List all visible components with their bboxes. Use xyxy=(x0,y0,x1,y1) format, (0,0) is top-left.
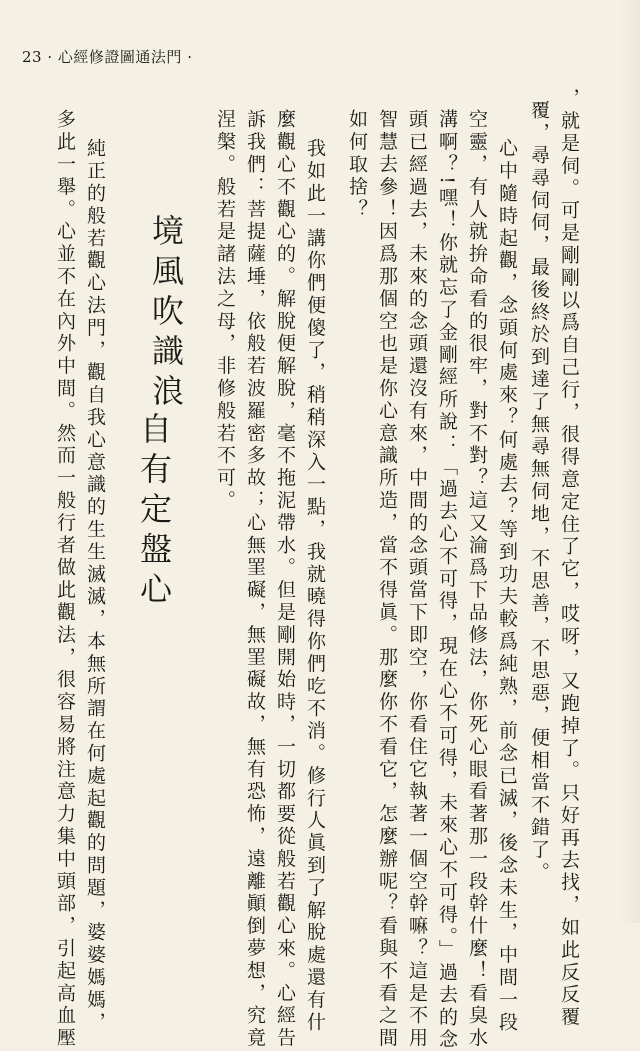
text-column: 純正的般若觀心法門，觀自我心意識的生生滅滅，本無所謂在何處起觀的問題，婆婆媽媽， xyxy=(84,138,106,1034)
text-column: 訴我們：菩提薩埵，依般若波羅密多故；心無罣礙，無罣礙故，無有恐怖，遠離顚倒夢想，究竟 xyxy=(244,109,266,1050)
section-title-part1: 境風吹識浪 xyxy=(147,214,185,414)
running-header xyxy=(22,46,192,67)
text-column: 麼觀心不觀心的。解脫便解脫，毫不拖泥帶水。但是剛開始時，一切都要從般若觀心來。心經告 xyxy=(274,109,296,1050)
header-separator-dot: · xyxy=(181,48,193,66)
page-spine-shadow xyxy=(620,0,640,923)
header-separator-dot: · xyxy=(42,48,58,66)
text-column: ，就是伺。可是剛剛以爲自己行，很得意定住了它，哎呀，又跑掉了。只好再去找，如此反反覆 xyxy=(558,88,580,1029)
book-title: 心經修證圖通法門 xyxy=(57,48,182,66)
page-number: 23 xyxy=(22,48,43,66)
text-column: 心中隨時起觀，念頭何處來？何處去？等到功夫較爲純熟，前念已滅，後念未生，中間一段 xyxy=(496,138,518,1034)
text-column: 空靈，有人就拚命看的很牢，對不對？這又淪爲下品修法，你死心眼看著那一段幹什麼！看臭水 xyxy=(466,109,488,1050)
text-column: 智慧去參！因爲那個空也是你心意識所造，當不得眞。那麼你不看它，怎麼辦呢？看與不看之間 xyxy=(376,109,398,1050)
text-column: 涅槃。般若是諸法之母，非修般若不可。 xyxy=(214,109,236,513)
text-column: 如何取捨？ xyxy=(346,109,368,221)
text-column: 多此一舉。心並不在內外中間。然而一般行者做此觀法，很容易將注意力集中頭部，引起高血壓 xyxy=(54,109,76,1050)
text-column: 頭已經過去，未來的念頭還沒有來，中間的念頭當下即空，你看住它執著一個空幹嘛？這是不用 xyxy=(406,109,428,1050)
section-title-part2: 自有定盤心 xyxy=(135,412,173,612)
text-column: 溝啊？!嘿！你就忘了金剛經所說：「過去心不可得，現在心不可得，未來心不可得。」過去的念 xyxy=(436,109,458,1051)
text-column: 覆，尋尋伺伺，最後終於到達了無尋無伺地，不思善，不思惡，便相當不錯了。 xyxy=(528,100,550,884)
text-column: 我如此一講你們便傻了，稍稍深入一點，我就曉得你們吃不消。修行人眞到了解脫處還有什 xyxy=(304,138,326,1034)
